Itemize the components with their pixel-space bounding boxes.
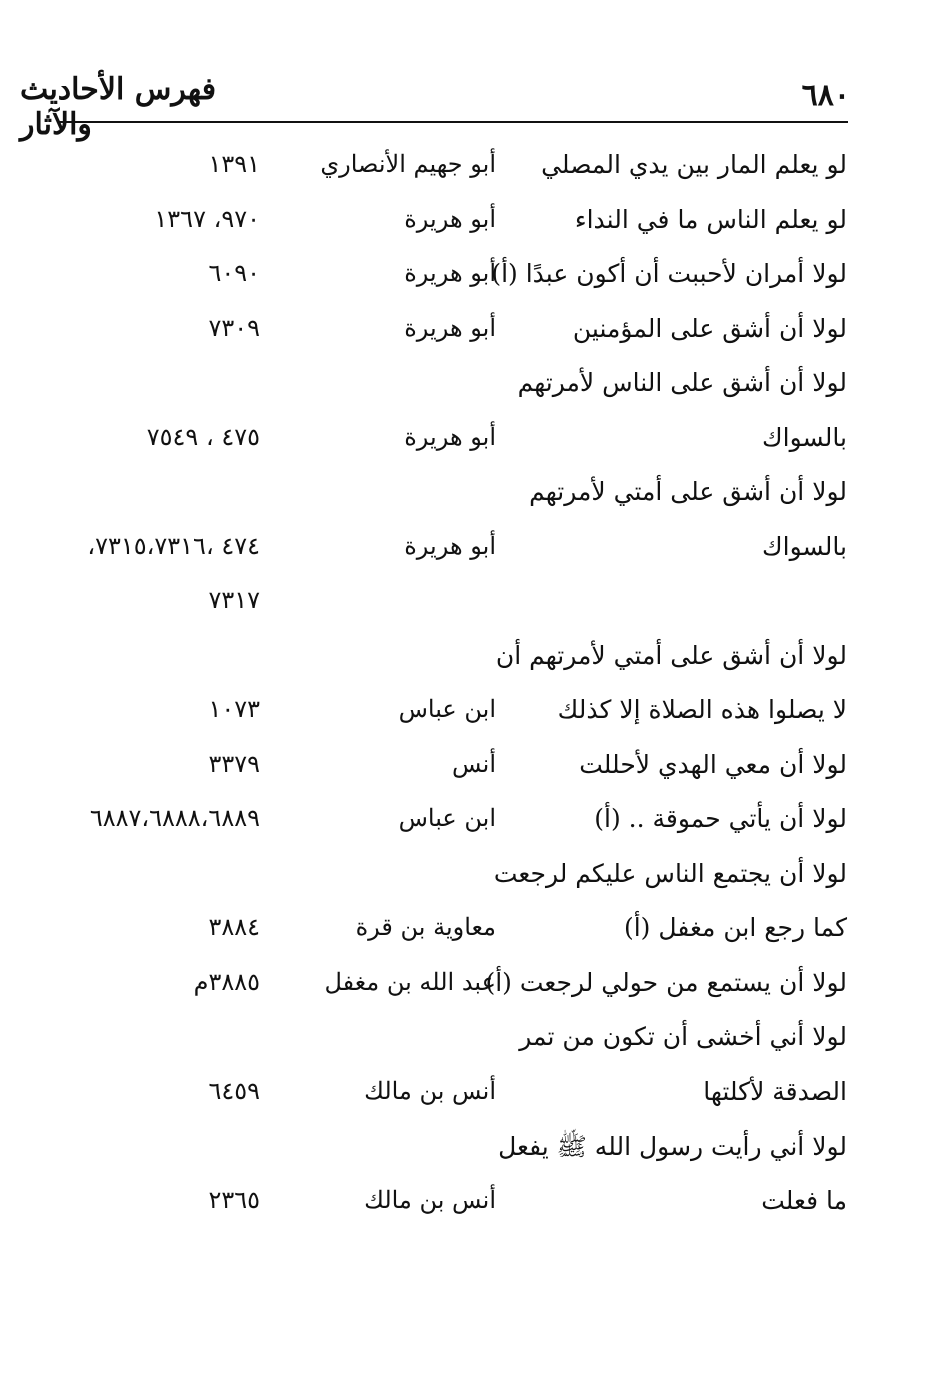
index-row bbox=[0, 259, 932, 309]
index-row bbox=[0, 314, 932, 364]
hadith-text: لولا أن أشق على الناس لأمرتهم bbox=[517, 368, 847, 397]
narrator: أنس بن مالك bbox=[364, 1185, 496, 1214]
reference-numbers: ٦٤٥٩ bbox=[208, 1076, 260, 1105]
hadith-text: لولا أني رأيت رسول الله ﷺ يفعل bbox=[498, 1132, 847, 1161]
index-row bbox=[0, 1022, 932, 1072]
page-title: فهرس الأحاديث والآثار bbox=[20, 72, 217, 142]
index-row bbox=[0, 913, 932, 963]
index-row bbox=[0, 859, 932, 909]
narrator: أبو هريرة bbox=[404, 204, 496, 233]
hadith-text: ما فعلت bbox=[761, 1185, 847, 1215]
narrator: أبو هريرة bbox=[404, 259, 496, 287]
reference-numbers: ١٣٩١ bbox=[208, 150, 260, 178]
hadith-text: لولا أن أشق على أمتي لأمرتهم bbox=[529, 477, 847, 506]
hadith-text: لولا أن يجتمع الناس عليكم لرجعت bbox=[493, 858, 847, 888]
hadith-text: لولا أمران لأحببت أن أكون عبدًا (أ) bbox=[491, 259, 847, 288]
reference-numbers: ٦٠٩٠ bbox=[208, 259, 260, 287]
hadith-text: لولا أن يستمع من حولي لرجعت (أ) bbox=[485, 967, 847, 997]
narrator: أبو هريرة bbox=[404, 422, 496, 451]
index-row bbox=[0, 804, 932, 854]
index-row bbox=[0, 477, 932, 527]
index-row bbox=[0, 423, 932, 473]
hadith-text: لولا أني أخشى أن تكون من تمر bbox=[519, 1022, 847, 1051]
index-row bbox=[0, 1186, 932, 1236]
narrator: أنس bbox=[452, 749, 496, 778]
index-row bbox=[0, 750, 932, 800]
hadith-text: بالسواك bbox=[762, 531, 847, 561]
index-row bbox=[0, 641, 932, 691]
hadith-text: كما رجع ابن مغفل (أ) bbox=[623, 913, 847, 942]
reference-numbers: ٩٧٠، ١٣٦٧ bbox=[154, 204, 260, 233]
narrator: أبو جهيم الأنصاري bbox=[320, 150, 496, 178]
index-row bbox=[0, 368, 932, 418]
reference-numbers: ٤٧٥ ، ٧٥٤٩ bbox=[146, 422, 260, 451]
index-row bbox=[0, 1077, 932, 1127]
hadith-text: لا يصلوا هذه الصلاة إلا كذلك bbox=[557, 695, 847, 724]
hadith-text: لولا أن أشق على أمتي لأمرتهم أن bbox=[495, 640, 847, 670]
index-row bbox=[0, 586, 932, 636]
hadith-text: لولا أن معي الهدي لأحللت bbox=[579, 749, 847, 779]
narrator: أبو هريرة bbox=[404, 313, 496, 342]
index-row bbox=[0, 150, 932, 200]
page-number: ٦٨٠ bbox=[801, 78, 850, 113]
narrator: أنس بن مالك bbox=[364, 1076, 496, 1105]
hadith-text: الصدقة لأكلتها bbox=[703, 1076, 847, 1106]
hadith-text: بالسواك bbox=[762, 422, 847, 452]
reference-numbers: ٧٣١٧ bbox=[208, 586, 260, 614]
narrator: عبد الله بن مغفل bbox=[324, 967, 496, 996]
reference-numbers: ٣٣٧٩ bbox=[208, 749, 260, 778]
reference-numbers: ٤٧٤ ،٧٣١٥،٧٣١٦، bbox=[87, 531, 260, 560]
index-row bbox=[0, 968, 932, 1018]
hadith-text: لو يعلم المار بين يدي المصلي bbox=[541, 150, 847, 179]
hadith-text: لولا أن يأتي حموقة .. (أ) bbox=[594, 804, 847, 833]
index-row bbox=[0, 695, 932, 745]
index-row bbox=[0, 1131, 932, 1181]
reference-numbers: ٢٣٦٥ bbox=[208, 1185, 260, 1214]
narrator: معاوية بن قرة bbox=[355, 913, 496, 941]
index-row bbox=[0, 532, 932, 582]
narrator: ابن عباس bbox=[398, 804, 496, 832]
narrator: ابن عباس bbox=[398, 695, 496, 723]
reference-numbers: ٦٨٨٧،٦٨٨٨،٦٨٨٩ bbox=[89, 804, 260, 832]
reference-numbers: ١٠٧٣ bbox=[208, 695, 260, 723]
reference-numbers: ٣٨٨٥م bbox=[193, 967, 260, 996]
narrator: أبو هريرة bbox=[404, 531, 496, 560]
hadith-text: لو يعلم الناس ما في النداء bbox=[574, 204, 847, 234]
index-row bbox=[0, 205, 932, 255]
header-divider bbox=[58, 121, 848, 123]
reference-numbers: ٧٣٠٩ bbox=[208, 313, 260, 342]
reference-numbers: ٣٨٨٤ bbox=[208, 913, 260, 941]
hadith-text: لولا أن أشق على المؤمنين bbox=[572, 313, 847, 343]
